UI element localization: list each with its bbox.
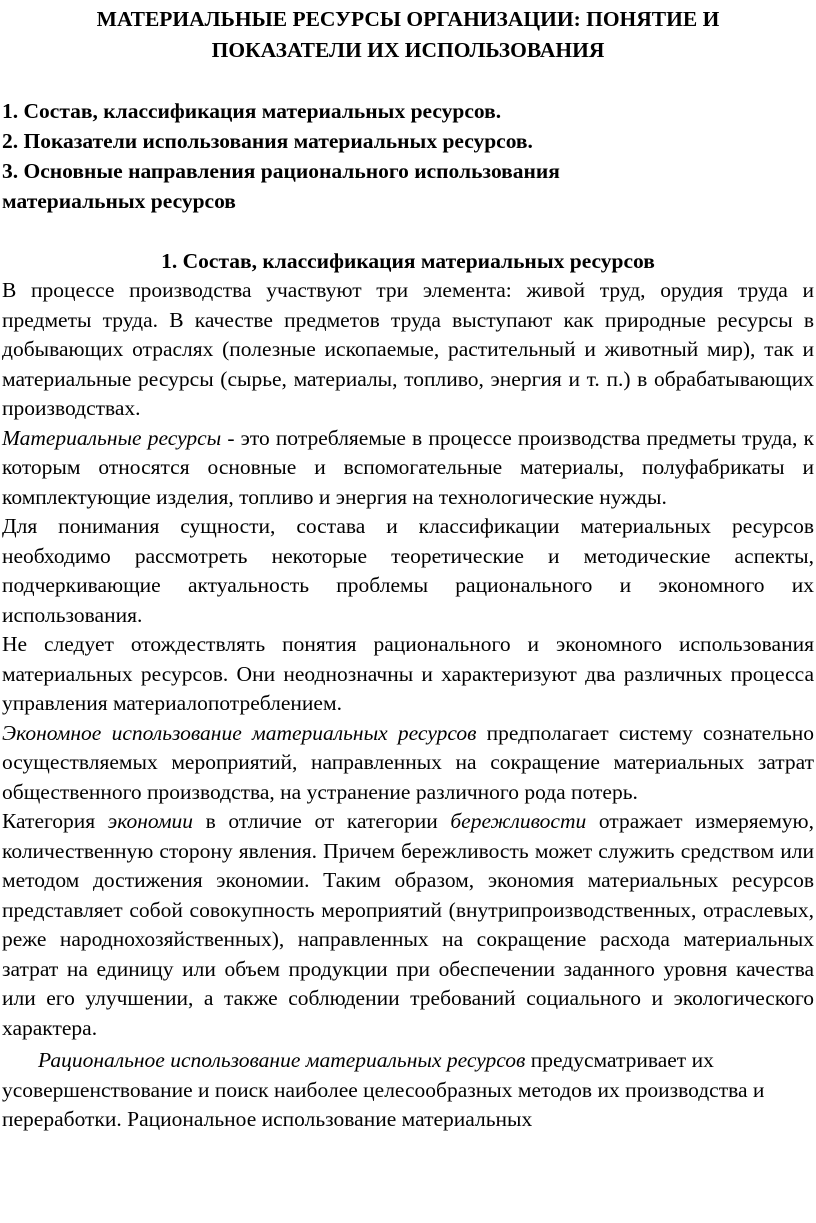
term-rational-use: Рациональное использование материальных ресурсов: [38, 1048, 526, 1072]
title-line-1: МАТЕРИАЛЬНЫЕ РЕСУРСЫ ОРГАНИЗАЦИИ: ПОНЯТИЕ И: [96, 7, 720, 31]
table-of-contents: [2, 96, 814, 216]
toc-item: материальных ресурсов: [2, 189, 236, 213]
term-material-resources: Материальные ресурсы: [2, 425, 222, 450]
title-line-2: ПОКАЗАТЕЛИ ИХ ИСПОЛЬЗОВАНИЯ: [211, 38, 605, 62]
document-title: [2, 4, 814, 66]
paragraph-2: Материальные ресурсы - это потребляемые в процессе производства предметы труда, к которым относятся основные и вспомогательные материалы, полуфабрикаты и комплектующие изделия, топливо и энергия на технологические нужды.: [2, 425, 814, 509]
paragraph-1: В процессе производства участвуют три элемента: живой труд, орудия труда и предметы труда. В качестве предметов труда выступают как природные ресурсы в добывающих отраслях (полезные ископаемые, растительный и животный мир), так и материальные ресурсы (сырье, материалы, топливо, энергия и т. п.) в обрабатывающих производствах.: [2, 278, 814, 420]
toc-item: 2. Показатели использования материальных ресурсов.: [2, 129, 533, 153]
toc-item: 1. Состав, классификация материальных ресурсов.: [2, 99, 502, 123]
section-heading: 1. Состав, классификация материальных ресурсов: [161, 249, 655, 273]
term-thrift: бережливости: [450, 809, 587, 833]
term-economy: экономии: [107, 809, 194, 833]
term-economic-use: Экономное использование материальных ресурсов: [2, 720, 477, 745]
paragraph-6: Категория экономии в отличие от категории бережливости отражает измеряемую, количественную сторону явления. Причем бережливость может служить средством или методом достижения экономии. Таким образом, экономия материальных ресурсов представляет собой совокупность мероприятий (внутрипроизводственных, отраслевых, реже народнохозяйственных), направленных на сокращение расхода материальных затрат на единицу или объем продукции при обеспечении заданного уровня качества или его улучшении, а также соблюдении требований социального и экологического характера.: [2, 809, 814, 1040]
paragraph-5: Экономное использование материальных ресурсов предполагает систему сознательно осуществляемых мероприятий, направленных на сокращение материальных затрат общественного производства, на устранение различного рода потерь.: [2, 720, 814, 804]
paragraph-4: Не следует отождествлять понятия рационального и экономного использования материальных ресурсов. Они неоднозначны и характеризуют два различных процесса управления материалопотреблением.: [2, 632, 814, 715]
toc-item: 3. Основные направления рационального использования: [2, 159, 560, 183]
paragraph-3: Для понимания сущности, состава и классификации материальных ресурсов необходимо рассмотреть некоторые теоретические и методические аспекты, подчеркивающие актуальность проблемы рационального и экономного их использования.: [2, 514, 814, 627]
paragraph-7: Рациональное использование материальных ресурсов предусматривает их усовершенствование и поиск наиболее целесообразных методов их производства и переработки. Рациональное использование материальных: [2, 1048, 765, 1131]
